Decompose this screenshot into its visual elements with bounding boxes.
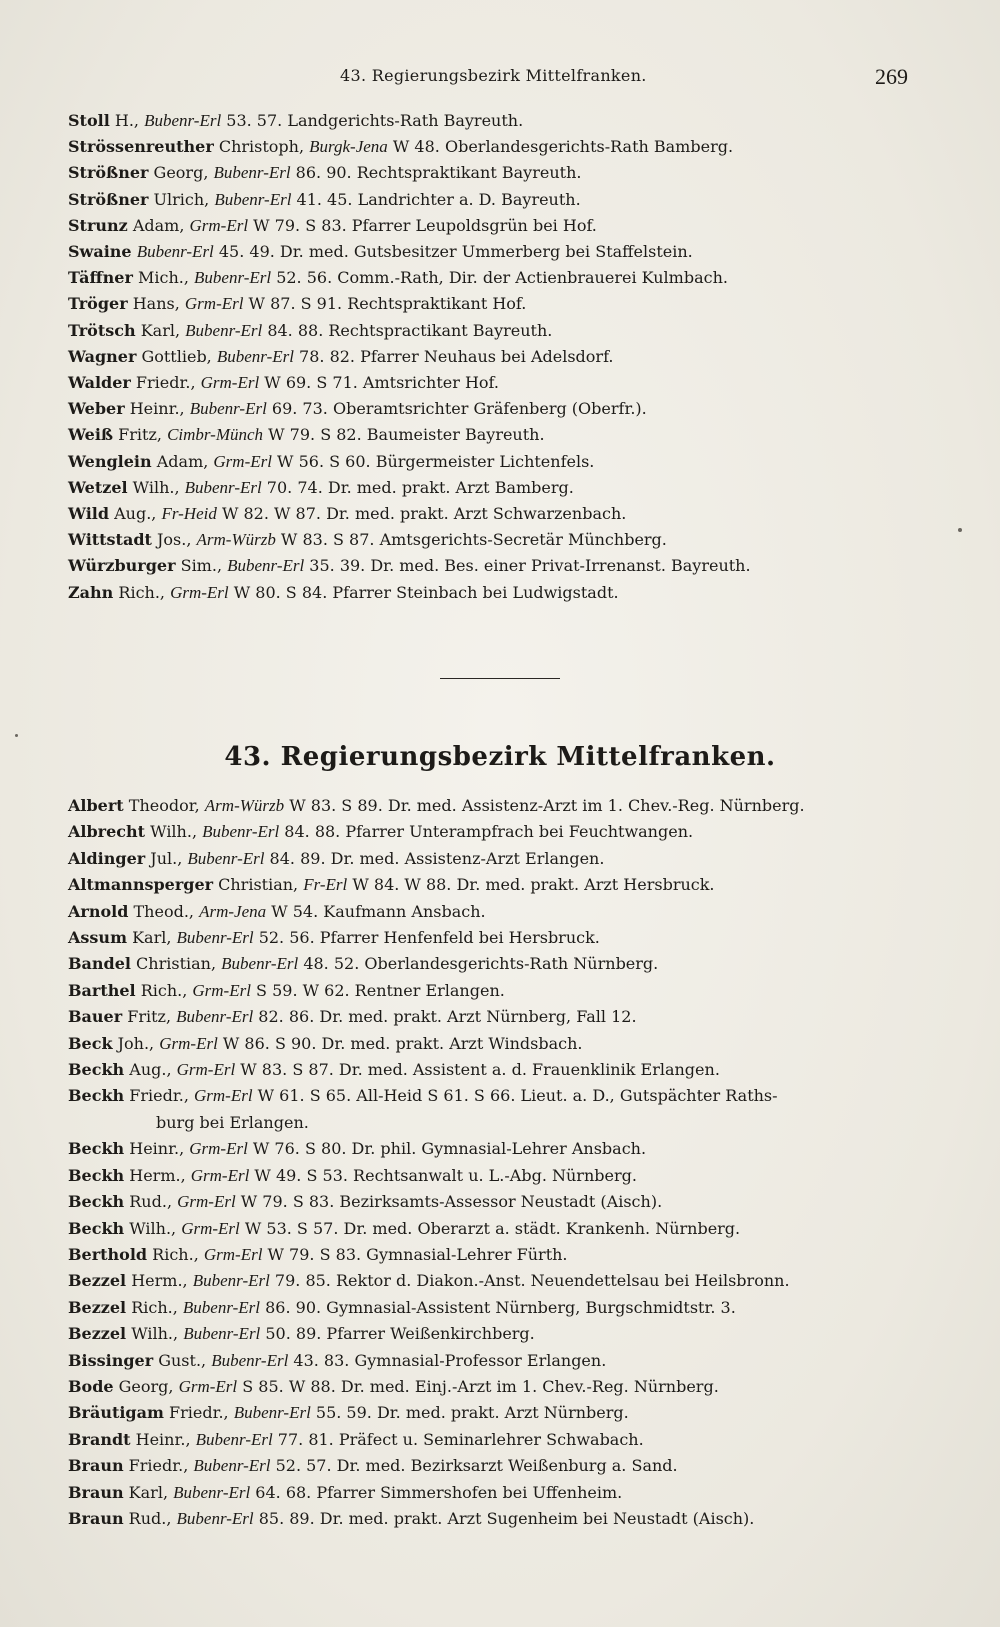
list-item (68, 978, 948, 1004)
entry-faculty: Bubenr-Erl (213, 163, 291, 183)
entry-name: Bezzel (68, 1324, 127, 1344)
list-item (68, 1268, 948, 1294)
entry-faculty: Bubenr-Erl (183, 1324, 261, 1344)
entry-faculty: Grm-Erl (189, 1139, 248, 1159)
entry-name: Beckh (68, 1218, 125, 1238)
list-item (68, 580, 948, 606)
list-item (68, 872, 948, 898)
entry-given-name: Theod., (128, 901, 200, 921)
list-item (68, 925, 948, 951)
entry-given-name: Theodor, (123, 796, 205, 815)
entry-details: 86. 90. Rechtspraktikant Bayreuth. (290, 163, 582, 183)
entry-given-name: Heinr., (124, 1139, 190, 1159)
entry-given-name: Friedr., (124, 1086, 194, 1106)
entry-given-name: Heinr., (124, 399, 190, 419)
entry-list-top (68, 108, 948, 606)
entry-details: 70. 74. Dr. med. prakt. Arzt Bamberg. (261, 477, 574, 497)
entry-faculty: Grm-Erl (200, 373, 260, 393)
entry-name: Beckh (68, 1192, 125, 1212)
entry-list-bottom (68, 793, 948, 1532)
entry-faculty: Bubenr-Erl (189, 399, 267, 419)
entry-given-name: Fritz, (113, 425, 168, 445)
entry-details: W 86. S 90. Dr. med. prakt. Arzt Windsbach. (217, 1033, 583, 1053)
entry-details: W 87. S 91. Rechtspraktikant Hof. (243, 294, 527, 314)
entry-name: Strößner (68, 189, 149, 209)
entry-name: Stoll (68, 111, 110, 130)
entry-details: W 56. S 60. Bürgermeister Lichtenfels. (271, 451, 595, 471)
entry-given-name: Wilh., (124, 1218, 182, 1238)
entry-given-name: Herm., (126, 1271, 193, 1291)
entry-faculty: Cimbr-Münch (167, 425, 264, 445)
list-item (68, 160, 948, 186)
entry-faculty: Bubenr-Erl (144, 111, 222, 130)
entry-name: Wild (68, 504, 110, 524)
list-item (68, 1163, 948, 1189)
entry-name: Bandel (68, 954, 131, 974)
list-item (68, 1242, 948, 1268)
entry-faculty: Grm-Erl (176, 1060, 236, 1080)
entry-faculty: Arm-Würzb (196, 530, 276, 550)
entry-details: W 49. S 53. Rechtsanwalt u. L.-Abg. Nürnberg. (249, 1165, 637, 1185)
entry-given-name: Jul., (145, 848, 188, 868)
entry-faculty: Arm-Würzb (204, 796, 285, 815)
entry-details: 48. 52. Oberlandesgerichts-Rath Nürnberg. (298, 954, 659, 974)
entry-faculty: Grm-Erl (170, 582, 229, 602)
list-item (68, 187, 948, 213)
entry-faculty: Fr-Heid (161, 504, 217, 524)
entry-faculty: Bubenr-Erl (176, 928, 254, 948)
entry-details: W 79. S 83. Gymnasial-Lehrer Fürth. (262, 1244, 568, 1264)
entry-faculty: Bubenr-Erl (187, 848, 265, 868)
list-item (68, 1057, 948, 1083)
entry-faculty: Bubenr-Erl (192, 1271, 270, 1291)
entry-faculty: Grm-Erl (177, 1192, 236, 1212)
entry-given-name: Friedr., (123, 1456, 194, 1476)
entry-name: Weiß (68, 425, 114, 445)
list-item (68, 265, 948, 291)
entry-given-name: Joh., (112, 1033, 160, 1053)
entry-name: Brandt (68, 1429, 131, 1449)
entry-given-name: Adam, (151, 451, 214, 471)
entry-faculty: Grm-Erl (203, 1244, 263, 1264)
entry-details: S 59. W 62. Rentner Erlangen. (250, 980, 505, 1000)
entry-name: Aldinger (68, 848, 146, 868)
entry-given-name: Rich., (135, 980, 193, 1000)
entry-details: W 54. Kaufmann Ansbach. (266, 901, 486, 921)
list-item (68, 1427, 948, 1453)
list-item (68, 108, 948, 134)
entry-given-name: Friedr., (163, 1403, 234, 1423)
entry-name: Beckh (68, 1165, 125, 1185)
entry-given-name: Gust., (153, 1350, 212, 1370)
entry-faculty: Bubenr-Erl (214, 189, 292, 209)
entry-given-name: Rich., (126, 1297, 183, 1317)
entry-given-name: Gottlieb, (136, 346, 217, 366)
entry-given-name: Karl, (127, 928, 177, 948)
entry-given-name: Christian, (213, 875, 304, 895)
entry-details: W 82. W 87. Dr. med. prakt. Arzt Schwarzenbach. (216, 504, 627, 524)
list-item (68, 370, 948, 396)
entry-given-name: Rud., (124, 1192, 178, 1212)
list-item (68, 1189, 948, 1215)
list-item (68, 1348, 948, 1374)
list-item (68, 1480, 948, 1506)
entry-given-name: Wilh., (145, 822, 203, 842)
entry-name: Braun (68, 1482, 124, 1502)
entry-details: 53. 57. Landgerichts-Rath Bayreuth. (221, 111, 524, 130)
entry-details: 78. 82. Pfarrer Neuhaus bei Adelsdorf. (293, 346, 614, 366)
entry-details: W 83. S 87. Amtsgerichts-Secretär Münchberg. (275, 530, 667, 550)
entry-details: 52. 56. Pfarrer Henfenfeld bei Hersbruck. (253, 928, 600, 948)
entry-name: Wagner (68, 346, 137, 366)
entry-details: W 53. S 57. Dr. med. Oberarzt a. städt. Krankenh. Nürnberg. (239, 1218, 741, 1238)
entry-faculty: Bubenr-Erl (173, 1482, 251, 1502)
entry-name: Bauer (68, 1007, 123, 1027)
entry-faculty: Grm-Erl (178, 1376, 238, 1396)
section-title: 43. Regierungsbezirk Mittelfranken. (224, 742, 776, 772)
entry-name: Weber (68, 399, 125, 419)
entry-details: 84. 88. Pfarrer Unterampfrach bei Feuchtwangen. (279, 822, 694, 842)
entry-details: 84. 89. Dr. med. Assistenz-Arzt Erlangen. (264, 848, 605, 868)
entry-name: Strunz (68, 215, 128, 235)
list-item (68, 396, 948, 422)
entry-faculty: Bubenr-Erl (211, 1350, 289, 1370)
list-item (68, 422, 948, 448)
entry-given-name: Heinr., (130, 1429, 196, 1449)
entry-details: W 83. S 89. Dr. med. Assistenz-Arzt im 1. Chev.-Reg. Nürnberg. (284, 796, 805, 815)
entry-details: W 48. Oberlandesgerichts-Rath Bamberg. (387, 137, 734, 157)
entry-name: Barthel (68, 980, 136, 1000)
entry-faculty: Bubenr-Erl (216, 346, 294, 366)
entry-name: Bissinger (68, 1350, 154, 1370)
page-header (0, 66, 1000, 98)
entry-details: 52. 57. Dr. med. Bezirksarzt Weißenburg a. Sand. (270, 1456, 678, 1476)
entry-details: W 80. S 84. Pfarrer Steinbach bei Ludwigstadt. (228, 582, 619, 602)
entry-name: Trötsch (68, 320, 136, 340)
list-item (68, 475, 948, 501)
list-item (68, 291, 948, 317)
entry-name: Walder (68, 373, 131, 393)
list-item (68, 239, 948, 265)
entry-name: Altmannsperger (68, 875, 214, 895)
list-item (68, 449, 948, 475)
list-item (68, 134, 948, 160)
entry-faculty: Burgk-Jena (309, 137, 388, 157)
entry-details: W 79. S 83. Bezirksamts-Assessor Neustadt (Aisch). (235, 1192, 663, 1212)
entry-name: Täffner (68, 268, 133, 288)
entry-faculty: Bubenr-Erl (227, 556, 305, 576)
entry-details: W 79. S 83. Pfarrer Leupoldsgrün bei Hof. (248, 215, 597, 235)
entry-given-name: Herm., (124, 1165, 191, 1185)
entry-name: Bode (68, 1376, 114, 1396)
entry-given-name: H., (109, 111, 145, 130)
list-item (68, 1453, 948, 1479)
entry-name: Braun (68, 1508, 124, 1528)
entry-name: Wittstadt (68, 530, 152, 550)
entry-name: Bräutigam (68, 1403, 164, 1423)
entry-details: 85. 89. Dr. med. prakt. Arzt Sugenheim bei Neustadt (Aisch). (253, 1508, 755, 1528)
entry-faculty: Bubenr-Erl (195, 1429, 273, 1449)
entry-given-name: Fritz, (122, 1007, 177, 1027)
entry-name: Albrecht (68, 822, 146, 842)
entry-given-name: Wilh., (127, 477, 185, 497)
entry-faculty: Bubenr-Erl (136, 242, 214, 262)
entry-faculty: Arm-Jena (199, 901, 267, 921)
entry-given-name: Rich., (147, 1244, 204, 1264)
entry-name: Strößner (68, 163, 149, 183)
entry-name: Assum (68, 928, 127, 948)
entry-faculty: Bubenr-Erl (194, 268, 272, 288)
entry-details: 86. 90. Gymnasial-Assistent Nürnberg, Burgschmidtstr. 3. (260, 1297, 736, 1317)
list-item (68, 846, 948, 872)
entry-faculty: Bubenr-Erl (193, 1456, 271, 1476)
entry-details: W 61. S 65. All-Heid S 61. S 66. Lieut. a. D., Gutspächter Raths- (252, 1086, 778, 1106)
list-item (68, 951, 948, 977)
list-item (68, 1400, 948, 1426)
list-item (68, 899, 948, 925)
entry-details: 41. 45. Landrichter a. D. Bayreuth. (291, 189, 581, 209)
entry-faculty: Bubenr-Erl (182, 1297, 261, 1317)
entry-faculty: Bubenr-Erl (202, 822, 280, 842)
entry-details: 43. 83. Gymnasial-Professor Erlangen. (288, 1350, 607, 1370)
entry-name: Beck (68, 1033, 113, 1053)
entry-faculty: Grm-Erl (184, 294, 244, 314)
entry-faculty: Grm-Erl (190, 1165, 250, 1185)
entry-name: Bezzel (68, 1297, 127, 1317)
list-item (68, 793, 948, 819)
entry-details: 50. 89. Pfarrer Weißenkirchberg. (260, 1324, 535, 1344)
entry-details: 45. 49. Dr. med. Gutsbesitzer Ummerberg bei Staffelstein. (213, 242, 693, 262)
entry-given-name: Christoph, (213, 137, 310, 157)
paper-speck (15, 734, 18, 737)
entry-name: Arnold (68, 901, 129, 921)
entry-given-name: Rud., (123, 1508, 177, 1528)
entry-faculty: Fr-Erl (303, 875, 348, 895)
entry-details: 77. 81. Präfect u. Seminarlehrer Schwabach. (272, 1429, 644, 1449)
entry-given-name: Georg, (113, 1376, 179, 1396)
entry-details: 52. 56. Comm.-Rath, Dir. der Actienbrauerei Kulmbach. (271, 268, 728, 288)
entry-name: Berthold (68, 1244, 148, 1264)
list-item (68, 527, 948, 553)
entry-faculty: Bubenr-Erl (233, 1403, 311, 1423)
entry-given-name: Mich., (132, 268, 195, 288)
entry-details: 35. 39. Dr. med. Bes. einer Privat-Irrenanst. Bayreuth. (304, 556, 751, 576)
list-item (68, 344, 948, 370)
paper-speck (958, 528, 962, 532)
entry-name: Würzburger (68, 556, 176, 576)
entry-details: 69. 73. Oberamtsrichter Gräfenberg (Oberfr.). (266, 399, 647, 419)
page-number: 269 (875, 64, 908, 89)
running-title: 43. Regierungsbezirk Mittelfranken. (340, 66, 647, 85)
list-item (68, 1295, 948, 1321)
entry-name: Braun (68, 1456, 124, 1476)
entry-faculty: Grm-Erl (193, 1086, 253, 1106)
entry-faculty: Grm-Erl (181, 1218, 240, 1238)
entry-faculty: Bubenr-Erl (176, 1508, 254, 1528)
entry-faculty: Grm-Erl (213, 451, 272, 471)
entry-details: W 79. S 82. Baumeister Bayreuth. (263, 425, 545, 445)
list-item (68, 1321, 948, 1347)
entry-name: Swaine (68, 242, 132, 262)
entry-given-name: Christian, (130, 954, 222, 974)
entry-details: S 85. W 88. Dr. med. Einj.-Arzt im 1. Chev.-Reg. Nürnberg. (237, 1376, 719, 1396)
entry-name: Beckh (68, 1139, 125, 1159)
entry-given-name: Sim., (175, 556, 228, 576)
entry-given-name: Karl, (135, 320, 186, 340)
entry-faculty: Grm-Erl (192, 980, 251, 1000)
entry-details: 84. 88. Rechtspractikant Bayreuth. (262, 320, 553, 340)
entry-name: Tröger (68, 294, 128, 314)
list-item (68, 1031, 948, 1057)
entry-faculty: Bubenr-Erl (176, 1007, 254, 1027)
entry-details: 55. 59. Dr. med. prakt. Arzt Nürnberg. (310, 1403, 629, 1423)
entry-name: Wenglein (68, 451, 152, 471)
list-item (68, 1506, 948, 1532)
list-item (68, 1083, 948, 1109)
entry-given-name: Karl, (123, 1482, 174, 1502)
entry-details: 64. 68. Pfarrer Simmershofen bei Uffenheim. (250, 1482, 623, 1502)
list-item (68, 213, 948, 239)
entry-given-name: Adam, (127, 215, 190, 235)
list-item (68, 1374, 948, 1400)
list-item (68, 1004, 948, 1030)
entry-details: W 84. W 88. Dr. med. prakt. Arzt Hersbruck. (347, 875, 715, 895)
entry-name: Strössenreuther (68, 137, 214, 157)
list-item (68, 318, 948, 344)
entry-name: Wetzel (68, 477, 128, 497)
list-item (68, 1216, 948, 1242)
entry-faculty: Bubenr-Erl (221, 954, 299, 974)
section-divider (440, 678, 560, 679)
list-item (68, 1136, 948, 1162)
list-item (68, 501, 948, 527)
entry-continuation: burg bei Erlangen. (156, 1112, 309, 1132)
list-item (68, 553, 948, 579)
entry-faculty: Grm-Erl (159, 1033, 218, 1053)
entry-details: W 83. S 87. Dr. med. Assistent a. d. Frauenklinik Erlangen. (235, 1060, 720, 1080)
entry-name: Beckh (68, 1060, 125, 1080)
entry-given-name: Aug., (124, 1060, 177, 1080)
entry-given-name: Aug., (109, 504, 162, 524)
entry-faculty: Grm-Erl (189, 215, 249, 235)
entry-given-name: Hans, (127, 294, 185, 314)
entry-faculty: Bubenr-Erl (185, 320, 263, 340)
entry-given-name: Friedr., (130, 373, 201, 393)
entry-name: Zahn (68, 582, 114, 602)
entry-details: W 76. S 80. Dr. phil. Gymnasial-Lehrer Ansbach. (247, 1139, 647, 1159)
entry-faculty: Bubenr-Erl (184, 477, 262, 497)
entry-given-name: Rich., (113, 582, 171, 602)
entry-given-name: Wilh., (126, 1324, 184, 1344)
list-item (68, 819, 948, 845)
entry-details: 79. 85. Rektor d. Diakon.-Anst. Neuendettelsau bei Heilsbronn. (269, 1271, 790, 1291)
entry-name: Beckh (68, 1086, 125, 1106)
entry-given-name: Georg, (148, 163, 214, 183)
entry-name: Bezzel (68, 1271, 127, 1291)
entry-details: W 69. S 71. Amtsrichter Hof. (259, 373, 499, 393)
entry-given-name: Ulrich, (148, 189, 215, 209)
entry-given-name: Jos., (151, 530, 197, 550)
entry-name: Albert (68, 796, 124, 815)
entry-details: 82. 86. Dr. med. prakt. Arzt Nürnberg, Fall 12. (253, 1007, 637, 1027)
